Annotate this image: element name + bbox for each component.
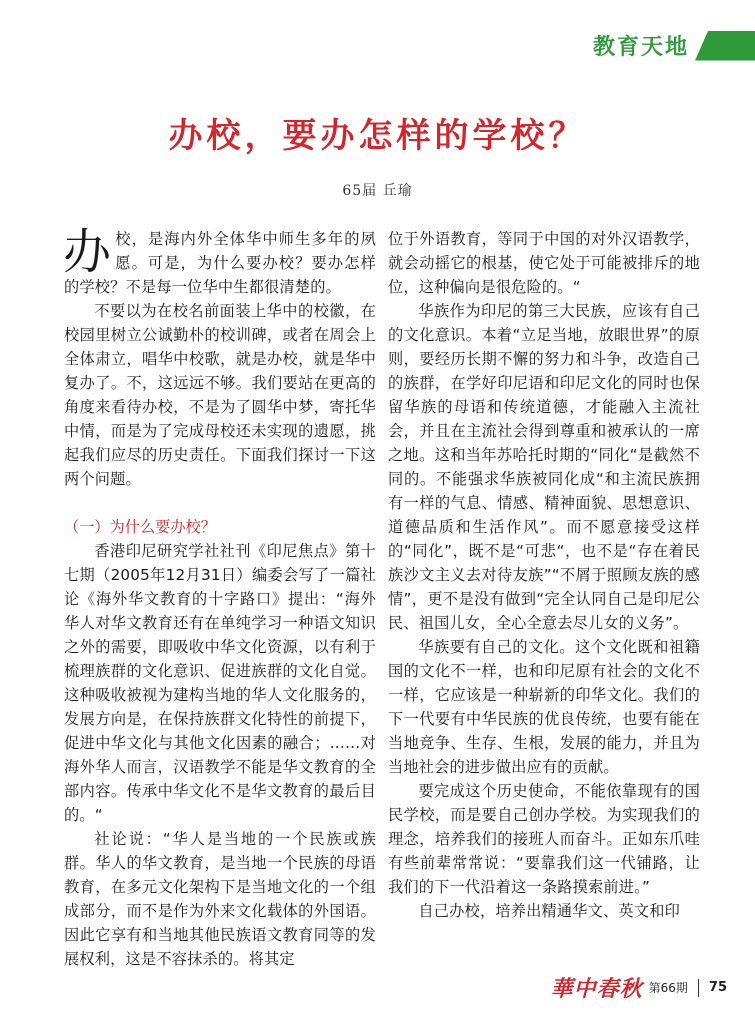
paragraph: 华族作为印尼的第三大民族，应该有自己的文化意识。本着“立足当地，放眼世界”的原则，要经历长期不懈的努力和斗争，改造自己的族群，在学好印尼语和印尼文化的同时也保留华族的母语和传统道德，才能融入主流社会，并且在主流社会得到尊重和被承认的一席之地。这和当年苏哈托时期的“同化“是截然不同的。不能强求华族被同化成“和主流民族拥有一样的气息、情感、精神面貌、思想意识、道德品质和生活作风”。而不愿意接受这样的“同化”，既不是“可悲“，也不是“存在着民族沙文主义去对待友族”“不屑于照顾友族的感情”，更不是没有做到“完全认同自己是印尼公民、祖国儿女，全心全意去尽儿女的义务”。 bbox=[388, 302, 700, 632]
paragraph: 不要以为在校名前面装上华中的校徽，在校园里树立公诚勤朴的校训碑，或者在周会上全体肃立，唱华中校歌，就是办校，就是华中复办了。不，这远远不够。我们要站在更高的角度来看待办校，不是为了圆华中梦，寄托华中情，而是为了完成母校还未实现的遗愿，挑起我们应尽的历史责任。下面我们探讨一下这两个问题。 bbox=[64, 302, 376, 488]
right-column bbox=[388, 227, 700, 923]
section-bar bbox=[695, 31, 755, 61]
section-tag bbox=[593, 30, 755, 61]
paragraph: 华族要有自己的文化。这个文化既和祖籍国的文化不一样，也和印尼原有社会的文化不一样，它应该是一种崭新的印华文化。我们的下一代要有中华民族的优良传统，也要有能在当地竞争、生存、生根，发展的能力，并且为当地社会的进步做出应有的贡献。 bbox=[388, 638, 700, 776]
paragraph bbox=[63, 224, 376, 299]
drop-cap: 办 bbox=[63, 224, 112, 280]
paragraph: 自己办校，培养出精通华文、英文和印 bbox=[418, 902, 680, 920]
section-subheading: （一）为什么要办校？ bbox=[64, 518, 216, 536]
article-title: 办校，要办怎样的学校？ bbox=[168, 116, 587, 156]
section-label: 教育天地 bbox=[592, 34, 689, 60]
paragraph-text: 校，是海内外全体华中师生多年的夙愿。可是，为什么要办校？要办怎样的学校？不是每一位华中生都很清楚的。 bbox=[64, 230, 376, 296]
byline: 65届 丘瑜 bbox=[342, 183, 413, 199]
page-footer bbox=[551, 972, 727, 1003]
magazine-logo: 華中春秋 bbox=[550, 976, 643, 1002]
paragraph: 要完成这个历史使命，不能依靠现有的国民学校，而是要自己创办学校。为实现我们的理念，培养我们的接班人而奋斗。正如东爪哇有些前辈常常说：“要靠我们这一代铺路，让我们的下一代沿着这一条路摸索前进。” bbox=[388, 782, 700, 896]
page-number: 75 bbox=[708, 980, 727, 995]
footer-divider bbox=[698, 979, 699, 997]
issue-number: 第66期 bbox=[648, 981, 688, 995]
spacer bbox=[64, 491, 376, 515]
paragraph: 社论说：“华人是当地的一个民族或族群。华人的华文教育，是当地一个民族的母语教育，在多元文化架构下是当地文化的一个组成部分，而不是作为外来文化载体的外国语。因此它享有和当地其他民族语文教育同等的发展权利，这是不容抹杀的。将其定 bbox=[64, 830, 376, 968]
left-column bbox=[63, 224, 376, 971]
paragraph: 位于外语教育，等同于中国的对外汉语教学，就会动摇它的根基，使它处于可能被排斥的地位，这种偏向是很危险的。“ bbox=[388, 230, 700, 296]
paragraph: 香港印尼研究学社社刊《印尼焦点》第十七期（2005年12月31日）编委会写了一篇社论《海外华文教育的十字路口》提出：“海外华人对华文教育还有在单纯学习一种语文知识之外的需要，即吸收中华文化资源，以有利于梳理族群的文化意识、促进族群的文化自觉。这种吸收被视为建构当地的华人文化服务的，发展方向是，在保持族群文化特性的前提下，促进中华文化与其他文化因素的融合；……对海外华人而言，汉语教学不能是华文教育的全部内容。传承中华文化不是华文教育的最后目的。“ bbox=[64, 542, 376, 824]
